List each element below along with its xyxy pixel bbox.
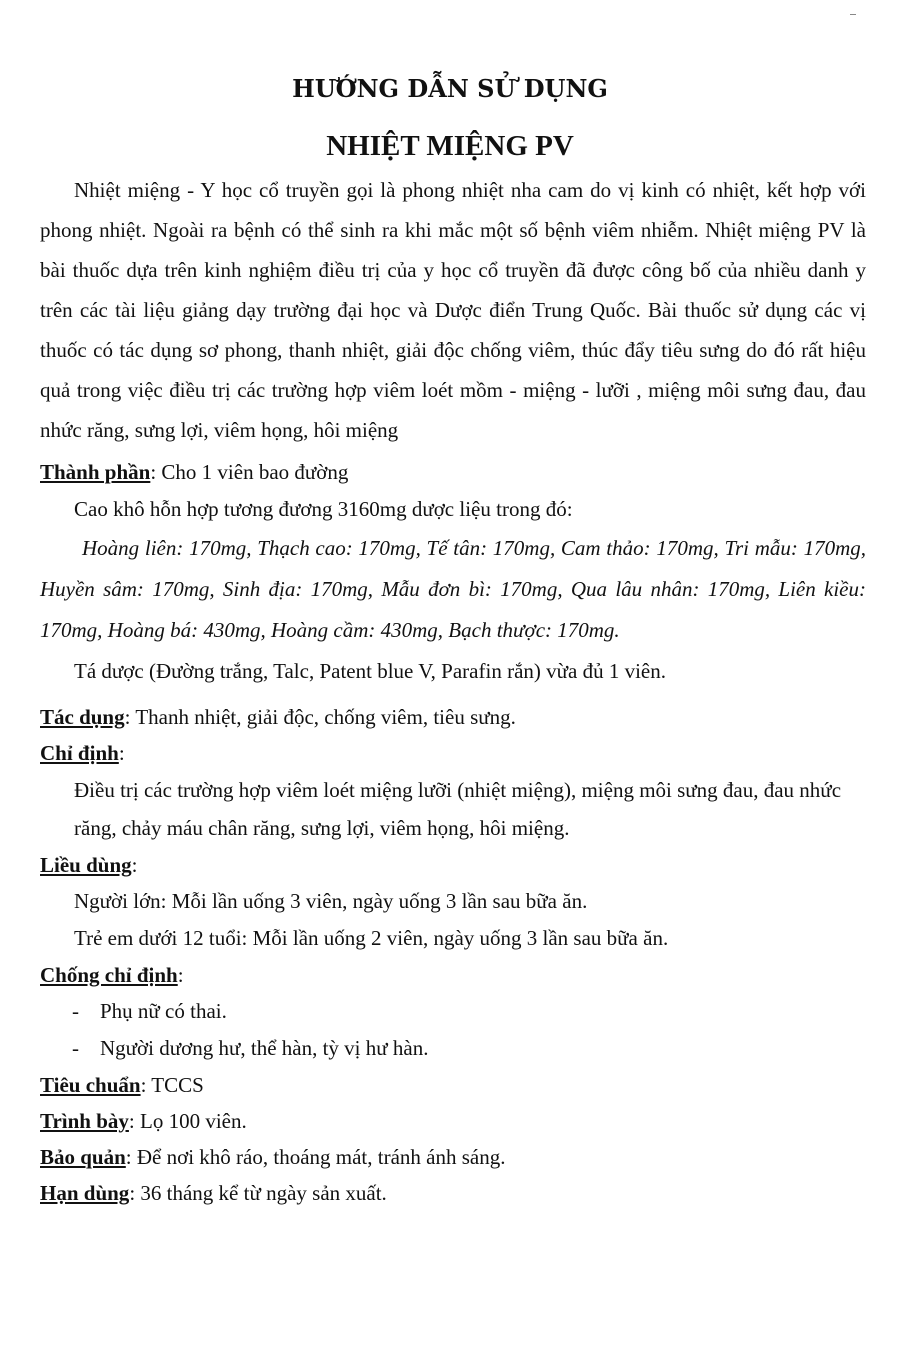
indications-text: Điều trị các trường hợp viêm loét miệng lưỡi (nhiệt miệng), miệng môi sưng đau, đau nhức răng, chảy máu chân răng, sưng lợi, viêm họng, hôi miệng. xyxy=(74,778,842,840)
composition-value: : Cho 1 viên bao đường xyxy=(150,460,349,484)
contraindication-item-2: Người dương hư, thể hàn, tỳ vị hư hàn. xyxy=(100,1036,429,1060)
composition-extract: Cao khô hỗn hợp tương đương 3160mg dược liệu trong đó: xyxy=(74,497,573,521)
standard-value: : TCCS xyxy=(140,1073,204,1097)
presentation-section xyxy=(40,1103,866,1139)
document-body xyxy=(40,170,866,1211)
contraindications-heading: Chống chỉ định xyxy=(40,963,178,987)
dosage-value: : xyxy=(131,853,138,877)
storage-section xyxy=(40,1139,866,1175)
composition-section xyxy=(40,454,866,490)
list-item xyxy=(40,993,866,1030)
indications-section xyxy=(40,735,866,771)
effects-heading: Tác dụng xyxy=(40,705,125,729)
list-dash: - xyxy=(72,999,79,1023)
presentation-value: : Lọ 100 viên. xyxy=(128,1109,247,1133)
storage-value: : Để nơi khô ráo, thoáng mát, tránh ánh sáng. xyxy=(125,1145,506,1169)
standard-heading: Tiêu chuẩn xyxy=(40,1073,141,1097)
composition-ingredients: Hoàng liên: 170mg, Thạch cao: 170mg, Tế tân: 170mg, Cam thảo: 170mg, Tri mẫu: 170mg, Huyền sâm: 170mg, Sinh địa: 170mg, Mẫu đơn bì: 170mg, Qua lâu nhân: 170mg, Liên kiều: 170mg, Hoàng bá: 430mg, Hoàng cầm: 430mg, Bạch thược: 170mg. xyxy=(40,536,866,642)
composition-heading: Thành phần xyxy=(40,460,151,484)
contraindications-value: : xyxy=(177,963,184,987)
effects-section xyxy=(40,699,866,735)
list-dash: - xyxy=(72,1036,79,1060)
expiry-heading: Hạn dùng xyxy=(40,1181,130,1205)
contraindications-section xyxy=(40,957,866,993)
dosage-child: Trẻ em dưới 12 tuổi: Mỗi lần uống 2 viên, ngày uống 3 lần sau bữa ăn. xyxy=(74,926,669,950)
dosage-section xyxy=(40,847,866,883)
product-name: NHIỆT MIỆNG PV xyxy=(326,130,574,162)
dosage-adult: Người lớn: Mỗi lần uống 3 viên, ngày uống 3 lần sau bữa ăn. xyxy=(74,889,588,913)
expiry-value: : 36 tháng kể từ ngày sản xuất. xyxy=(129,1181,387,1205)
indications-value: : xyxy=(118,741,125,765)
presentation-heading: Trình bày xyxy=(40,1109,129,1133)
composition-excipients: Tá dược (Đường trắng, Talc, Patent blue V, Parafin rắn) vừa đủ 1 viên. xyxy=(74,659,666,683)
intro-paragraph: Nhiệt miệng - Y học cổ truyền gọi là phong nhiệt nha cam do vị kinh có nhiệt, kết hợp với phong nhiệt. Ngoài ra bệnh có thể sinh ra khi mắc một số bệnh viêm nhiễm. Nhiệt miệng PV là bài thuốc dựa trên kinh nghiệm điều trị của y học cổ truyền đã được công bố của nhiều danh y trên các tài liệu giảng dạy trường đại học và Dược điển Trung Quốc. Bài thuốc sử dụng các vị thuốc có tác dụng sơ phong, thanh nhiệt, giải độc chống viêm, thúc đẩy tiêu sưng do đó rất hiệu quả trong việc điều trị các trường hợp viêm loét mồm - miệng - lưỡi , miệng môi sưng đau, đau nhức răng, sưng lợi, viêm họng, hôi miệng xyxy=(40,178,866,442)
effects-value: : Thanh nhiệt, giải độc, chống viêm, tiêu sưng. xyxy=(124,705,516,729)
storage-heading: Bảo quản xyxy=(40,1145,126,1169)
list-item xyxy=(40,1030,866,1067)
scan-mark xyxy=(850,14,856,15)
indications-heading: Chỉ định xyxy=(40,741,119,765)
document-title: HƯỚNG DẪN SỬ DỤNG xyxy=(292,74,608,103)
expiry-section xyxy=(40,1175,866,1211)
dosage-heading: Liều dùng xyxy=(40,853,132,877)
contraindication-item-1: Phụ nữ có thai. xyxy=(100,999,227,1023)
standard-section xyxy=(40,1067,866,1103)
